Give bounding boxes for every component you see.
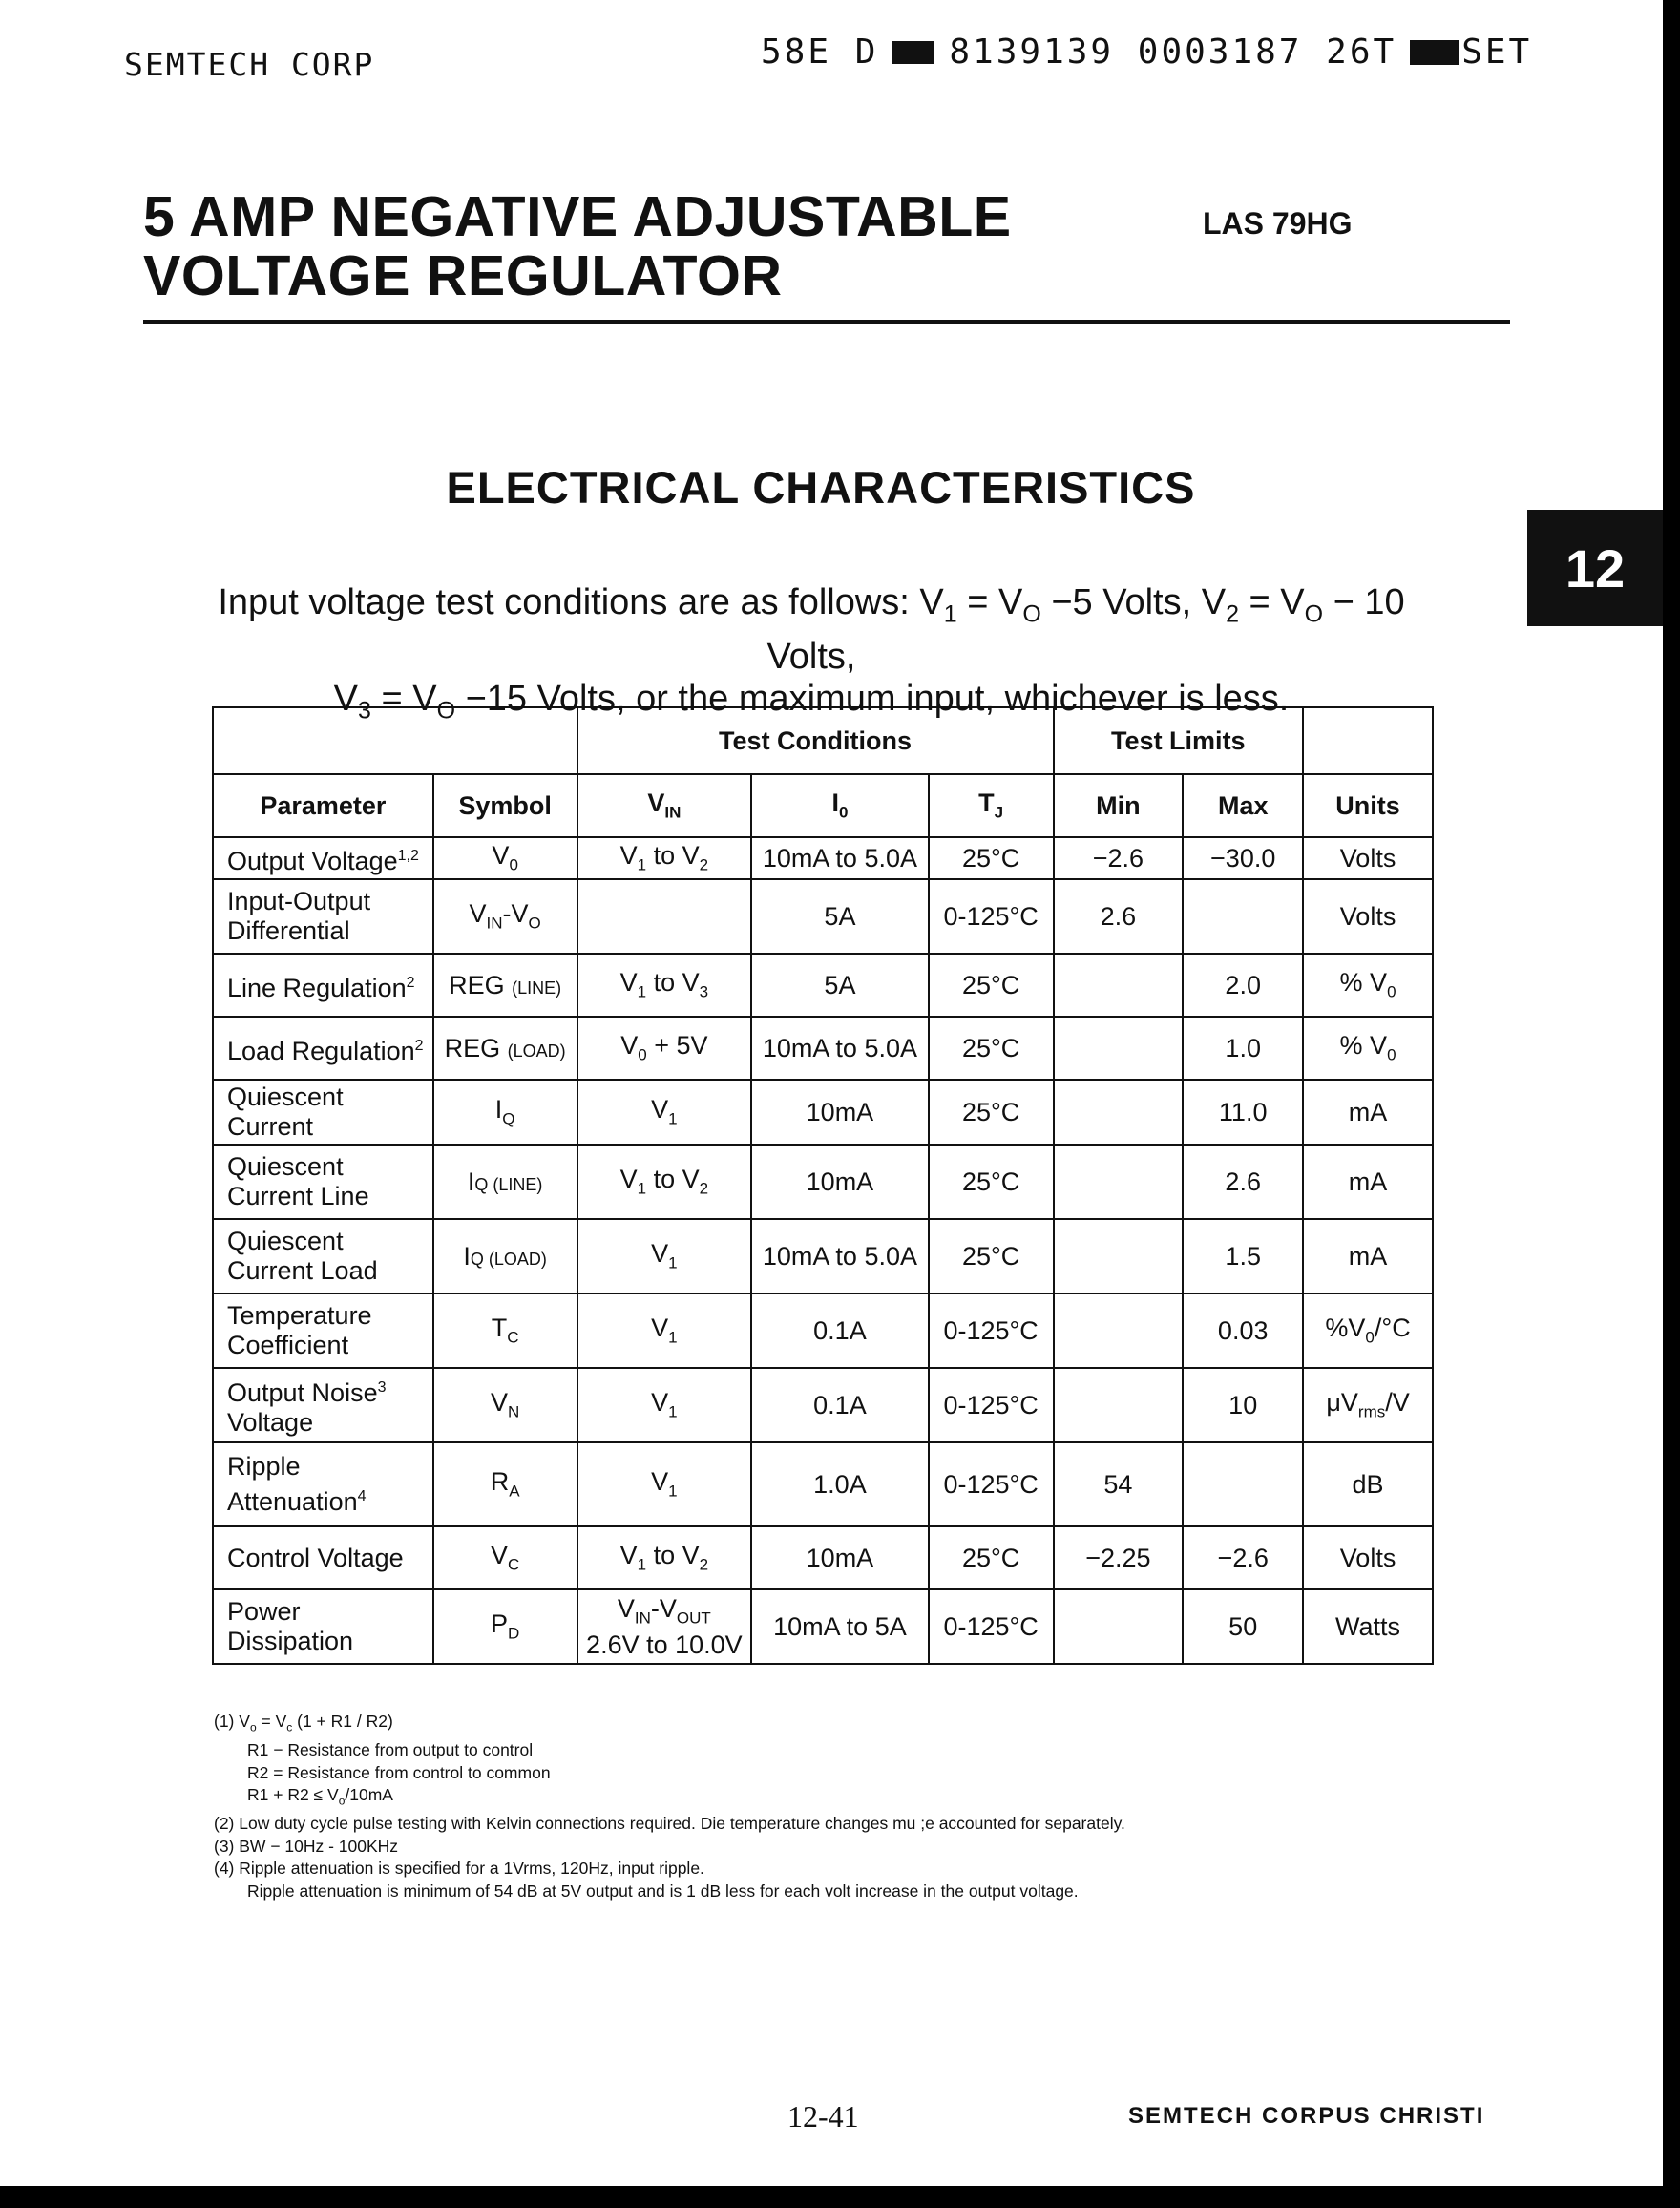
cell-units: Volts [1303, 837, 1433, 879]
intro-sub: O [436, 697, 456, 725]
note-sub: c [286, 1720, 293, 1735]
symbol-sub: O [528, 914, 541, 933]
note-sub: o [338, 1794, 346, 1808]
cell-max: 50 [1183, 1589, 1303, 1664]
table-row [213, 954, 1433, 1017]
cell-tj: 25°C [929, 1219, 1054, 1293]
cell-parameter [213, 1442, 433, 1526]
page-number: 12-41 [788, 2099, 859, 2134]
header-text: T [978, 789, 995, 818]
symbol-sub: C [508, 1555, 520, 1574]
footnote-2: (2) Low duty cycle pulse testing with Kelvin connections required. Die temperature changes mu ;e accounted for separately. [214, 1814, 1125, 1833]
cell-parameter [213, 1017, 433, 1080]
header-code-a: 58E D [761, 32, 879, 72]
cell-min: 2.6 [1054, 879, 1184, 954]
symbol-text: -V [502, 899, 529, 929]
vin-sub: 1 [668, 1109, 678, 1128]
cell-max: 2.6 [1183, 1145, 1303, 1219]
symbol-sub: 0 [509, 855, 518, 874]
symbol-text: V [491, 1541, 509, 1570]
footnote-1 [214, 1711, 1125, 1739]
header-code-b: 8139139 0003187 26T [949, 32, 1397, 72]
symbol-sub: (LINE) [512, 978, 562, 998]
part-number: LAS 79HG [1203, 206, 1353, 241]
table-group-header-row [213, 707, 1433, 774]
vin-text: to V [646, 1165, 700, 1194]
table-row [213, 1017, 1433, 1080]
cell-symbol [433, 1219, 578, 1293]
cell-max: −2.6 [1183, 1526, 1303, 1589]
vin-text: V [651, 1467, 669, 1497]
cell-min [1054, 1368, 1184, 1442]
col-header-io [751, 774, 929, 837]
cell-max: −30.0 [1183, 837, 1303, 879]
cell-symbol [433, 1080, 578, 1145]
intro-sub: 3 [358, 697, 371, 725]
footnote-ref: 1,2 [397, 847, 419, 864]
cell-vin [578, 1442, 752, 1526]
intro-text: V [333, 678, 358, 719]
cell-symbol [433, 1526, 578, 1589]
cell-vin [578, 1368, 752, 1442]
cell-io: 10mA to 5.0A [751, 1017, 929, 1080]
cell-io: 10mA [751, 1526, 929, 1589]
param-text: Ripple [227, 1452, 301, 1481]
symbol-text: I [494, 1095, 503, 1125]
symbol-text: V [492, 841, 510, 871]
section-tab: 12 [1527, 510, 1663, 626]
vin-text: V [617, 1593, 635, 1623]
cell-parameter: Control Voltage [213, 1526, 433, 1589]
vin-sub: 2 [699, 1555, 709, 1574]
cell-vin [578, 1526, 752, 1589]
cell-tj: 0-125°C [929, 1293, 1054, 1368]
cell-units [1303, 1368, 1433, 1442]
cell-vin [578, 1293, 752, 1368]
cell-tj: 25°C [929, 954, 1054, 1017]
cell-symbol [433, 1017, 578, 1080]
title-line-2: VOLTAGE REGULATOR [143, 244, 783, 307]
cell-units: mA [1303, 1219, 1433, 1293]
cell-min: 54 [1054, 1442, 1184, 1526]
vin-text: V [651, 1095, 669, 1125]
table-row [213, 1526, 1433, 1589]
units-sub: 0 [1387, 1045, 1396, 1064]
intro-text: −15 Volts, or the maximum input, whichever is less. [455, 678, 1290, 719]
cell-io: 0.1A [751, 1293, 929, 1368]
cell-vin [578, 954, 752, 1017]
vin-sub: IN [634, 1609, 651, 1628]
vin-text: V [620, 841, 638, 871]
units-text: μV [1326, 1388, 1358, 1418]
intro-text: Input voltage test conditions are as follows: V [218, 582, 944, 622]
cell-vin [578, 837, 752, 879]
vin-text: V [620, 968, 638, 998]
cell-max [1183, 879, 1303, 954]
cell-min [1054, 1293, 1184, 1368]
table-row [213, 1293, 1433, 1368]
units-text: %V [1325, 1314, 1366, 1343]
cell-parameter: Quiescent Current [213, 1080, 433, 1145]
cell-units: mA [1303, 1145, 1433, 1219]
symbol-sub: Q (LINE) [474, 1174, 543, 1194]
title-line-1: 5 AMP NEGATIVE ADJUSTABLE [143, 185, 1012, 248]
vin-text: + 5V [646, 1031, 708, 1061]
cell-symbol [433, 1145, 578, 1219]
cell-tj: 25°C [929, 1526, 1054, 1589]
table-row [213, 1368, 1433, 1442]
cell-symbol [433, 1442, 578, 1526]
table-row [213, 1219, 1433, 1293]
cell-parameter [213, 837, 433, 879]
cell-max: 10 [1183, 1368, 1303, 1442]
cell-max: 11.0 [1183, 1080, 1303, 1145]
cell-tj: 25°C [929, 1080, 1054, 1145]
test-limits-header: Test Limits [1054, 707, 1304, 774]
cell-tj: 0-125°C [929, 1368, 1054, 1442]
cell-max: 1.0 [1183, 1017, 1303, 1080]
vin-sub: 0 [638, 1045, 647, 1064]
cell-units: mA [1303, 1080, 1433, 1145]
symbol-sub: (LOAD) [507, 1041, 566, 1061]
cell-symbol [433, 1293, 578, 1368]
cell-tj: 0-125°C [929, 1442, 1054, 1526]
col-header-max: Max [1183, 774, 1303, 837]
symbol-text: V [491, 1388, 509, 1418]
cell-min: −2.6 [1054, 837, 1184, 879]
cell-units: Volts [1303, 1526, 1433, 1589]
symbol-text: I [463, 1241, 471, 1271]
cell-parameter [213, 954, 433, 1017]
intro-text: = V [370, 678, 437, 719]
footer-company: SEMTECH CORPUS CHRISTI [1128, 2103, 1485, 2129]
cell-io: 10mA [751, 1080, 929, 1145]
table-row [213, 1080, 1433, 1145]
header-text: I [831, 789, 839, 818]
header-sub: J [994, 803, 1004, 822]
cell-min [1054, 1017, 1184, 1080]
cell-vin [578, 1017, 752, 1080]
symbol-sub: C [507, 1328, 519, 1347]
symbol-sub: D [508, 1624, 520, 1643]
cell-max: 2.0 [1183, 954, 1303, 1017]
cell-vin [578, 879, 752, 954]
footnote-3: (3) BW − 10Hz - 100KHz [214, 1836, 399, 1856]
vin-text: V [620, 1031, 639, 1061]
col-header-min: Min [1054, 774, 1184, 837]
vin-sub: 1 [637, 855, 647, 874]
note-text: /10mA [345, 1785, 393, 1804]
param-text: Output Voltage [227, 846, 398, 875]
cell-io: 1.0A [751, 1442, 929, 1526]
vin-sub: 3 [699, 982, 709, 1001]
col-header-tj [929, 774, 1054, 837]
footnotes [214, 1711, 1125, 1903]
table-row [213, 879, 1433, 954]
cell-parameter: Input-Output Differential [213, 879, 433, 954]
cell-io: 10mA to 5.0A [751, 837, 929, 879]
table-row [213, 1145, 1433, 1219]
param-text: Output Noise [227, 1378, 378, 1407]
vin-sub: 1 [668, 1402, 678, 1421]
cell-tj: 0-125°C [929, 1589, 1054, 1664]
units-sub: 0 [1387, 982, 1396, 1001]
cell-symbol [433, 879, 578, 954]
header-codes [761, 32, 1532, 72]
symbol-text: T [491, 1314, 508, 1343]
cell-min: −2.25 [1054, 1526, 1184, 1589]
intro-sub: O [1304, 600, 1324, 628]
redaction-block [1410, 40, 1460, 65]
cell-vin [578, 1145, 752, 1219]
cell-units: Watts [1303, 1589, 1433, 1664]
vin-sub: 2 [699, 855, 709, 874]
symbol-text: REG [444, 1033, 501, 1062]
cell-units: dB [1303, 1442, 1433, 1526]
footnote-ref: 3 [377, 1379, 387, 1396]
document-title [143, 187, 1012, 305]
cell-min [1054, 1219, 1184, 1293]
note-sub: o [249, 1720, 257, 1735]
symbol-sub: Q [502, 1109, 515, 1128]
vin-sub: 1 [668, 1482, 678, 1501]
cell-max: 0.03 [1183, 1293, 1303, 1368]
cell-units: Volts [1303, 879, 1433, 954]
cell-vin [578, 1589, 752, 1664]
param-text: Attenuation [227, 1487, 358, 1516]
vin-sub: OUT [676, 1609, 711, 1628]
cell-tj: 25°C [929, 1145, 1054, 1219]
cell-symbol [433, 837, 578, 879]
intro-text: = V [1238, 582, 1305, 622]
footnote-1-line: R2 = Resistance from control to common [247, 1762, 551, 1782]
cell-vin [578, 1080, 752, 1145]
table-header-blank [1303, 707, 1433, 774]
electrical-characteristics-table [212, 706, 1434, 1665]
symbol-text: R [490, 1467, 510, 1497]
vin-text: V [651, 1314, 669, 1343]
symbol-text: P [491, 1609, 509, 1639]
cell-io: 5A [751, 879, 929, 954]
units-text: /°C [1374, 1314, 1411, 1343]
cell-parameter: Power Dissipation [213, 1589, 433, 1664]
intro-sub: 1 [943, 600, 957, 628]
vin-sub: 1 [668, 1253, 678, 1272]
redaction-block [892, 41, 934, 64]
table-header-blank [213, 707, 578, 774]
cell-io: 10mA to 5.0A [751, 1219, 929, 1293]
vin-text: to V [646, 1541, 700, 1570]
note-text: R1 + R2 ≤ V [247, 1785, 339, 1804]
footnote-ref: 2 [414, 1037, 424, 1054]
symbol-text: I [467, 1167, 475, 1196]
note-text: (1 + R1 / R2) [292, 1712, 393, 1731]
note-text: = V [256, 1712, 287, 1731]
param-text: Line Regulation [227, 973, 407, 1002]
cell-tj: 25°C [929, 1017, 1054, 1080]
footnote-4-line: Ripple attenuation is minimum of 54 dB at 5V output and is 1 dB less for each volt increase in the output voltage. [247, 1881, 1079, 1901]
intro-sub: O [1022, 600, 1041, 628]
symbol-text: V [469, 899, 487, 929]
cell-symbol [433, 954, 578, 1017]
vin-text: V [651, 1239, 669, 1269]
footnote-1-line: R1 − Resistance from output to control [247, 1740, 534, 1759]
cell-parameter [213, 1368, 433, 1442]
units-sub: rms [1357, 1402, 1386, 1421]
units-text: % V [1339, 1031, 1388, 1061]
footnote-ref: 2 [406, 974, 415, 991]
header-code-c: SET [1461, 32, 1533, 72]
cell-max [1183, 1442, 1303, 1526]
units-sub: 0 [1365, 1328, 1375, 1347]
test-conditions-header: Test Conditions [578, 707, 1054, 774]
cell-io: 5A [751, 954, 929, 1017]
note-text: (1) V [214, 1712, 250, 1731]
cell-parameter: Temperature Coefficient [213, 1293, 433, 1368]
vin-sub: 1 [637, 1179, 647, 1198]
symbol-sub: N [508, 1402, 520, 1421]
table-row [213, 1589, 1433, 1664]
vin-text: 2.6V to 10.0V [586, 1630, 743, 1660]
col-header-symbol: Symbol [433, 774, 578, 837]
symbol-sub: Q (LOAD) [470, 1249, 547, 1269]
cell-parameter: Quiescent Current Load [213, 1219, 433, 1293]
cell-parameter: Quiescent Current Line [213, 1145, 433, 1219]
table-row [213, 837, 1433, 879]
cell-min [1054, 1145, 1184, 1219]
cell-units [1303, 954, 1433, 1017]
vin-text: V [620, 1541, 638, 1570]
vin-sub: 2 [699, 1179, 709, 1198]
vin-text: to V [646, 841, 700, 871]
table-row [213, 1442, 1433, 1526]
col-header-parameter: Parameter [213, 774, 433, 837]
vin-text: V [651, 1388, 669, 1418]
vin-text: V [620, 1165, 638, 1194]
footnote-ref: 4 [357, 1488, 367, 1504]
footnote-1-line [214, 1784, 1125, 1813]
cell-io: 0.1A [751, 1368, 929, 1442]
cell-symbol [433, 1368, 578, 1442]
title-divider [143, 320, 1510, 324]
cell-tj: 25°C [929, 837, 1054, 879]
units-text: % V [1339, 968, 1388, 998]
cell-io: 10mA [751, 1145, 929, 1219]
cell-units [1303, 1017, 1433, 1080]
vin-sub: 1 [637, 1555, 647, 1574]
symbol-text: REG [449, 970, 505, 999]
cell-symbol [433, 1589, 578, 1664]
vin-sub: 1 [637, 982, 647, 1001]
cell-min [1054, 1080, 1184, 1145]
cell-min [1054, 954, 1184, 1017]
header-company: SEMTECH CORP [124, 46, 375, 83]
cell-min [1054, 1589, 1184, 1664]
symbol-sub: IN [486, 914, 503, 933]
cell-tj: 0-125°C [929, 879, 1054, 954]
cell-max: 1.5 [1183, 1219, 1303, 1293]
header-text: V [647, 789, 665, 818]
vin-text: to V [646, 968, 700, 998]
intro-text: = V [956, 582, 1023, 622]
footnote-4: (4) Ripple attenuation is specified for a 1Vrms, 120Hz, input ripple. [214, 1859, 704, 1878]
intro-sub: 2 [1226, 600, 1239, 628]
cell-vin [578, 1219, 752, 1293]
vin-text: -V [650, 1593, 677, 1623]
cell-units [1303, 1293, 1433, 1368]
param-text: Load Regulation [227, 1036, 415, 1065]
units-text: /V [1385, 1388, 1410, 1418]
cell-io: 10mA to 5A [751, 1589, 929, 1664]
col-header-units: Units [1303, 774, 1433, 837]
header-sub: IN [664, 803, 682, 822]
header-sub: 0 [838, 803, 849, 822]
symbol-sub: A [509, 1482, 520, 1501]
intro-text: − 10 Volts, [766, 582, 1405, 677]
vin-sub: 1 [668, 1328, 678, 1347]
intro-text: −5 Volts, V [1040, 582, 1227, 622]
table-column-header-row [213, 774, 1433, 837]
section-title: ELECTRICAL CHARACTERISTICS [446, 462, 1196, 513]
param-text: Voltage [227, 1408, 314, 1437]
col-header-vin [578, 774, 752, 837]
